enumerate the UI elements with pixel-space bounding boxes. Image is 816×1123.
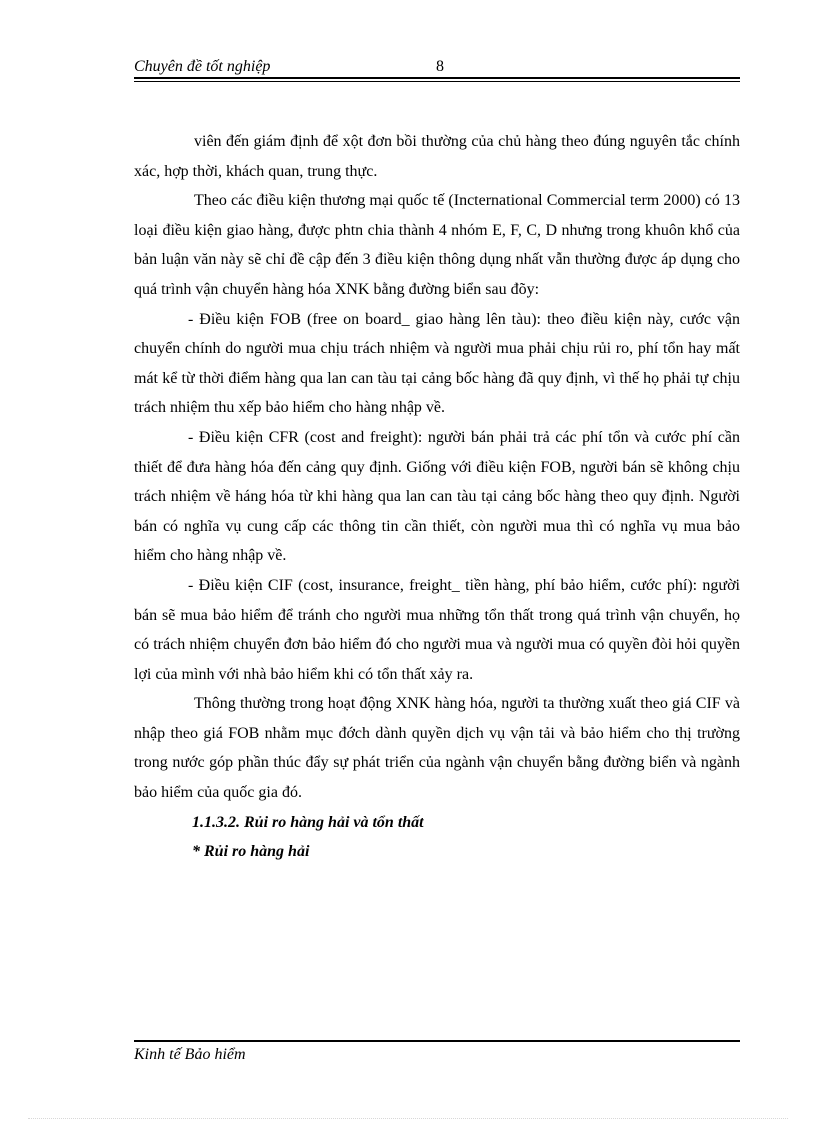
footer-rule bbox=[134, 1040, 740, 1042]
paragraph: Theo các điều kiện thương mại quốc tế (Incternational Commercial term 2000) có 13 loại điều kiện giao hàng, được phtn chia thành 4 nhóm E, F, C, D nhưng trong khuôn khổ của bản luận văn này sẽ chỉ đề cập đến 3 điều kiện thông dụng nhất vẫn thường được áp dụng cho quá trình vận chuyển hàng hóa XNK bằng đường biển sau đõy: bbox=[134, 192, 740, 298]
header-rule-thin bbox=[134, 81, 740, 82]
paragraph-fob: - Điều kiện FOB (free on board_ giao hàng lên tàu): theo điều kiện này, cước vận chuyển chính do người mua chịu trách nhiệm và người mua phải chịu rủi ro, phí tổn hay mất mát kể từ thời điểm hàng qua lan can tàu tại cảng bốc hàng đã quy định, vì thế họ phải tự chịu trách nhiệm thu xếp bảo hiểm cho hàng nhập về. bbox=[134, 310, 740, 417]
page-header bbox=[134, 56, 740, 78]
page-number: 8 bbox=[436, 58, 444, 75]
page-body bbox=[134, 127, 740, 867]
sub-heading: * Rủi ro hàng hải bbox=[192, 843, 310, 861]
header-rule-thick bbox=[134, 77, 740, 79]
paragraph: Thông thường trong hoạt động XNK hàng hóa, người ta thường xuất theo giá CIF và nhập theo giá FOB nhằm mục đớch dành quyền dịch vụ vận tải và bảo hiểm cho thị trường trong nước góp phần thúc đẩy sự phát triển của ngành vận chuyển bằng đường biển và ngành bảo hiểm của quốc gia đó. bbox=[134, 695, 740, 802]
paragraph-cfr: - Điều kiện CFR (cost and freight): người bán phải trả các phí tổn và cước phí cần thiết để đưa hàng hóa đến cảng quy định. Giống với điều kiện FOB, người bán sẽ không chịu trách nhiệm về háng hóa từ khi hàng qua lan can tàu tại cảng bốc hàng theo quy định. Người bán có nghĩa vụ cung cấp các thông tin cần thiết, còn người mua thì có nghĩa vụ mua bảo hiểm cho hàng nhập về. bbox=[134, 428, 740, 565]
paragraph: viên đến giám định để xột đơn bồi thường của chủ hàng theo đúng nguyên tắc chính xác, hợp thời, khách quan, trung thực. bbox=[134, 133, 740, 180]
section-heading: 1.1.3.2. Rủi ro hàng hải và tổn thất bbox=[192, 813, 424, 831]
page-footer: Kinh tế Bảo hiểm bbox=[134, 1046, 246, 1063]
paragraph-cif: - Điều kiện CIF (cost, insurance, freight_ tiền hàng, phí bảo hiểm, cước phí): người bán sẽ mua bảo hiểm để tránh cho người mua những tổn thất trong quá trình vận chuyển, họ có trách nhiệm chuyển đơn bảo hiểm đó cho người mua và người mua có quyền đòi hỏi quyền lợi của mình với nhà bảo hiểm khi có tổn thất xảy ra. bbox=[134, 576, 740, 683]
header-title: Chuyên đề tốt nghiệp bbox=[134, 58, 271, 75]
page-edge-divider bbox=[28, 1118, 788, 1119]
